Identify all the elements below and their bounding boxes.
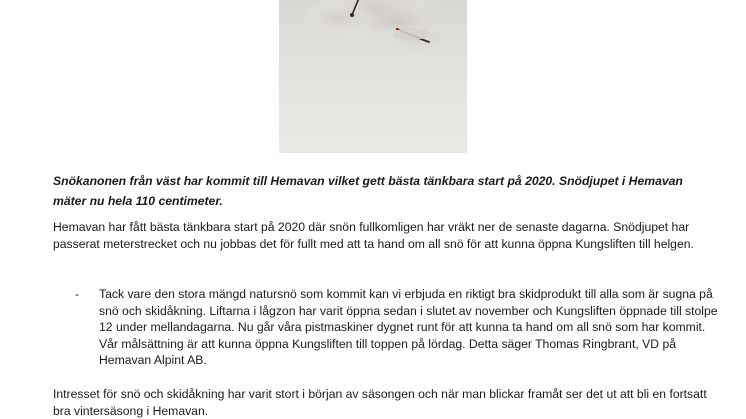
article-paragraph-3: Intresset för snö och skidåkning har varit stort i början av säsongen och när man blickar framåt ser det ut att bli en fortsatt bra vintersäsong i Hemavan.	[53, 387, 707, 418]
article-paragraph-1: Hemavan har fått bästa tänkbara start på 2020 där snön fullkomligen har vräkt ner de senaste dagarna. Snödjupet har passerat meterstrecket och nu jobbas det för fullt med att ta hand om all snö för att kunna öppna Kungsliften till helgen.	[53, 220, 694, 251]
article-lead: Snökanonen från väst har kommit till Hemavan vilket gett bästa tänkbara start på 2020. Snödjupet i Hemavan mäter nu hela 110 centimeter.	[53, 174, 683, 208]
snow-scene-illustration	[279, 0, 467, 153]
quote-dash: -	[75, 287, 80, 301]
article-photo-skier-in-powder	[279, 0, 467, 153]
quote-text: Tack vare den stora mängd natursnö som kommit kan vi erbjuda en riktigt bra skidprodukt till alla som är sugna på snö och skidåkning. Liftarna i lågzon har varit öppna sedan i slutet av november och Kungsliften öppnade till stolpe 12 under mellandagarna. Nu går våra pistmaskiner dygnet runt för att kunna ta hand om all snö som har kommit. Vår målsättning är att kunna öppna Kungsliften till toppen på lördag. Detta säger Thomas Ringbrant, VD på Hemavan Alpint AB.	[99, 287, 718, 368]
